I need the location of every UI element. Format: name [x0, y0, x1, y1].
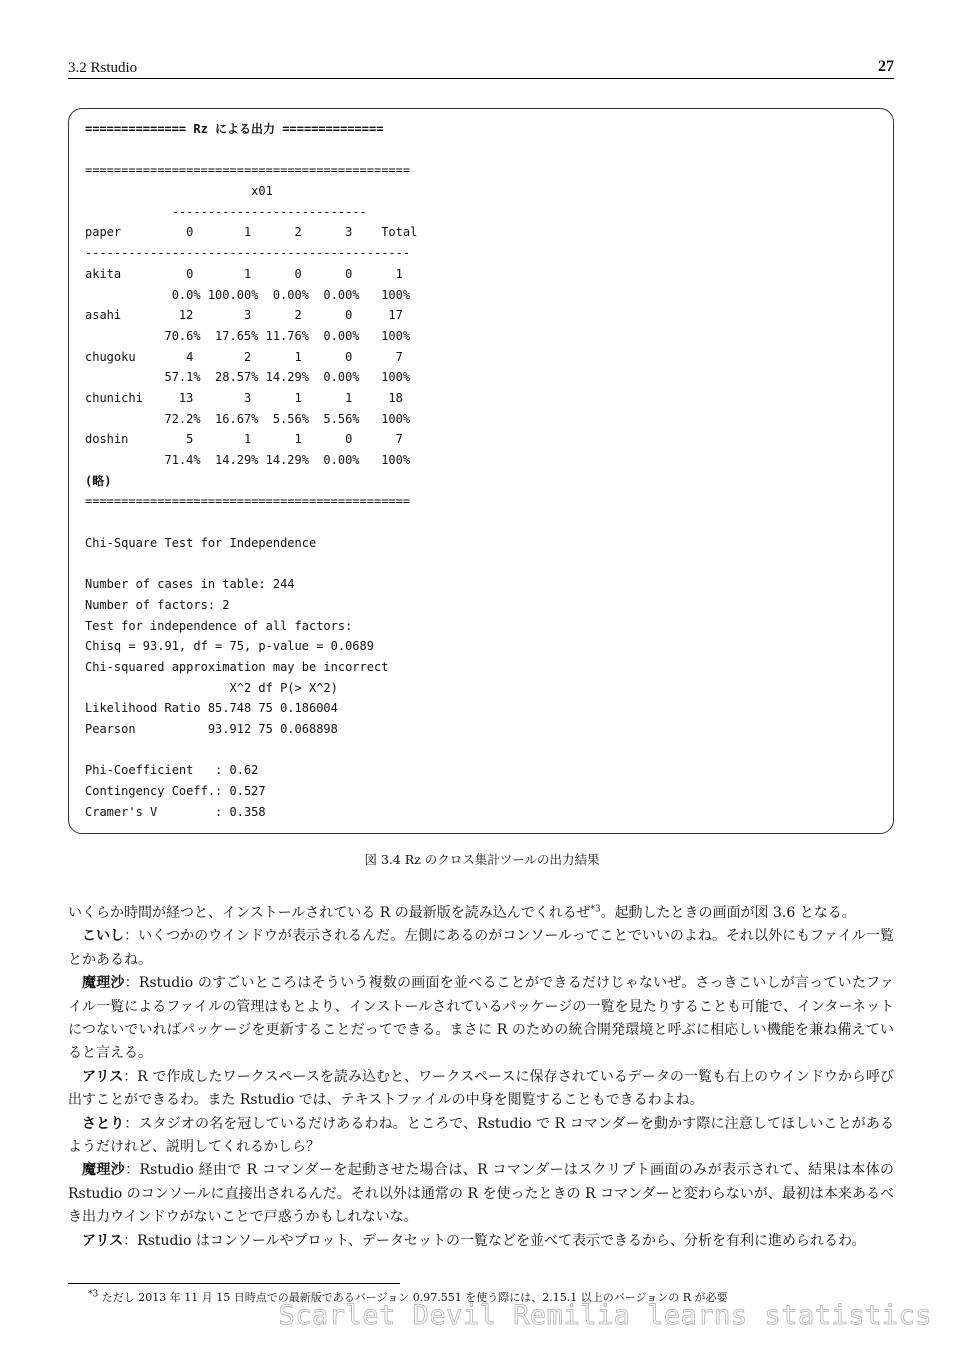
code-line: (略) — [85, 473, 112, 488]
paragraph-text: ：Rstudio 経由で R コマンダーを起動させた場合は、R コマンダーはスクリプト画面のみが表示されて、結果は本体の Rstudio のコンソールに直接出されるんだ。それ以外は通常の R を使ったときの R コマンダーと変わらないが、最初は本来あるべき出力ウインドウがないことで戸惑うかもしれないな。 — [68, 1162, 895, 1226]
code-line: 70.6% 17.65% 11.76% 0.00% 100% — [85, 328, 411, 343]
code-line: akita 0 1 0 0 1 — [85, 266, 403, 281]
figure-caption: 図 3.4 Rz のクロス集計ツールの出力結果 — [364, 852, 600, 867]
code-line: X^2 df P(> X^2) — [85, 680, 338, 695]
footnote-mark: *3 — [88, 1289, 99, 1300]
code-line: Cramer's V : 0.358 — [85, 804, 266, 819]
dialogue-paragraph — [68, 972, 894, 1066]
watermark: Scarlet Devil Remilia learns statistics — [278, 1300, 932, 1331]
code-output-box — [68, 108, 894, 834]
code-line: --------------------------- — [85, 204, 367, 219]
code-line: 57.1% 28.57% 14.29% 0.00% 100% — [85, 370, 411, 385]
code-line: Contingency Coeff.: 0.527 — [85, 784, 266, 798]
code-line: 71.4% 14.29% 14.29% 0.00% 100% — [85, 453, 411, 467]
code-line: ============================================= — [85, 494, 411, 509]
dialogue-paragraph — [68, 1113, 894, 1160]
code-line: Chisq = 93.91, df = 75, p-value = 0.0689 — [85, 639, 374, 654]
code-line — [85, 512, 417, 533]
paragraph-text: ：Rstudio のすごいところはそういう複数の画面を並べることができるだけじゃないぜ。さっきこいしが言っていたファイル一覧によるファイルの管理はもとより、インストールされているパッケージの一覧を見たりすることも可能で、インターネットにつないでいればパッケージを更新することだってできる。まさに R のための統合開発環境と呼ぶに相応しい機能を兼ね備えていると言える。 — [68, 975, 895, 1062]
dialogue-paragraph — [68, 1230, 894, 1253]
code-line: --------------------------------------------- — [85, 246, 411, 261]
code-line: 0.0% 100.00% 0.00% 0.00% 100% — [85, 287, 411, 302]
speaker-name: 魔理沙 — [82, 1162, 126, 1179]
code-line: chugoku 4 2 1 0 7 — [85, 349, 403, 364]
code-listing — [85, 119, 417, 822]
speaker-name: 魔理沙 — [82, 975, 125, 992]
code-line: chunichi 13 3 1 1 18 — [85, 390, 403, 405]
dialogue-paragraph — [68, 902, 894, 925]
code-line: Likelihood Ratio 85.748 75 0.186004 — [85, 701, 338, 716]
code-line: ============== Rz による出力 ============== — [85, 122, 384, 136]
paragraph-text: ：スタジオの名を冠しているだけあるわね。ところで、Rstudio で R コマンダーを動かす際に注意してほしいことがあるようだけれど、説明してくれるかしら？ — [68, 1115, 894, 1156]
code-line — [85, 140, 417, 161]
code-line — [85, 740, 417, 761]
footnote-text: ただし 2013 年 11 月 15 日時点での最新版であるバージョン 0.97.551 を使う際には、2.15.1 以上のバージョンの R が必要 — [98, 1291, 728, 1304]
section-title: 3.2 Rstudio — [68, 60, 138, 76]
paragraph-text: ：Rstudio はコンソールやプロット、データセットの一覧などを並べて表示できるから、分析を有利に進められるわ。 — [123, 1232, 866, 1249]
paragraph-text: ：いくつかのウインドウが表示されるんだ。左側にあるのがコンソールってことでいいのよね。それ以外にもファイル一覧とかあるね。 — [68, 928, 894, 968]
speaker-name: こいし — [82, 928, 125, 945]
paragraph-text-tail: 。起動したときの画面が図 3.6 となる。 — [600, 905, 856, 921]
code-line: x01 — [85, 184, 273, 199]
footnote-ref: *3 — [590, 904, 601, 915]
paragraph-text: ：R で作成したワークスペースを読み込むと、ワークスペースに保存されているデータの一覧も右上のウインドウから呼び出すことができるわ。また Rstudio では、テキストファイルの中身を閲覧することもできるわよね。 — [68, 1068, 894, 1109]
code-line: Chi-Square Test for Independence — [85, 535, 317, 550]
code-line: doshin 5 1 1 0 7 — [85, 432, 403, 447]
running-header — [68, 60, 894, 79]
code-line: 72.2% 16.67% 5.56% 5.56% 100% — [85, 411, 411, 426]
code-line: ============================================= — [85, 163, 411, 178]
page-number: 27 — [878, 58, 894, 75]
code-line: Number of cases in table: 244 — [85, 577, 295, 592]
speaker-name: アリス — [82, 1068, 124, 1085]
code-line: Number of factors: 2 — [85, 597, 230, 612]
speaker-name: アリス — [82, 1232, 124, 1249]
code-line: paper 0 1 2 3 Total — [85, 225, 418, 240]
code-line: asahi 12 3 2 0 17 — [85, 308, 403, 323]
code-line: Test for independence of all factors: — [85, 618, 353, 633]
speaker-name: さとり — [82, 1115, 125, 1132]
footnote-rule — [68, 1283, 400, 1284]
dialogue-paragraph — [68, 1159, 894, 1229]
body-text — [68, 902, 894, 1253]
code-line: Phi-Coefficient : 0.62 — [85, 763, 259, 778]
paragraph-text: いくらか時間が経つと、インストールされている R の最新版を読み込んでくれるぜ — [68, 905, 591, 921]
dialogue-paragraph — [68, 1066, 894, 1113]
code-line: Pearson 93.912 75 0.068898 — [85, 721, 338, 736]
code-line — [85, 553, 417, 574]
dialogue-paragraph — [68, 925, 894, 972]
code-line: Chi-squared approximation may be incorrect — [85, 659, 389, 674]
